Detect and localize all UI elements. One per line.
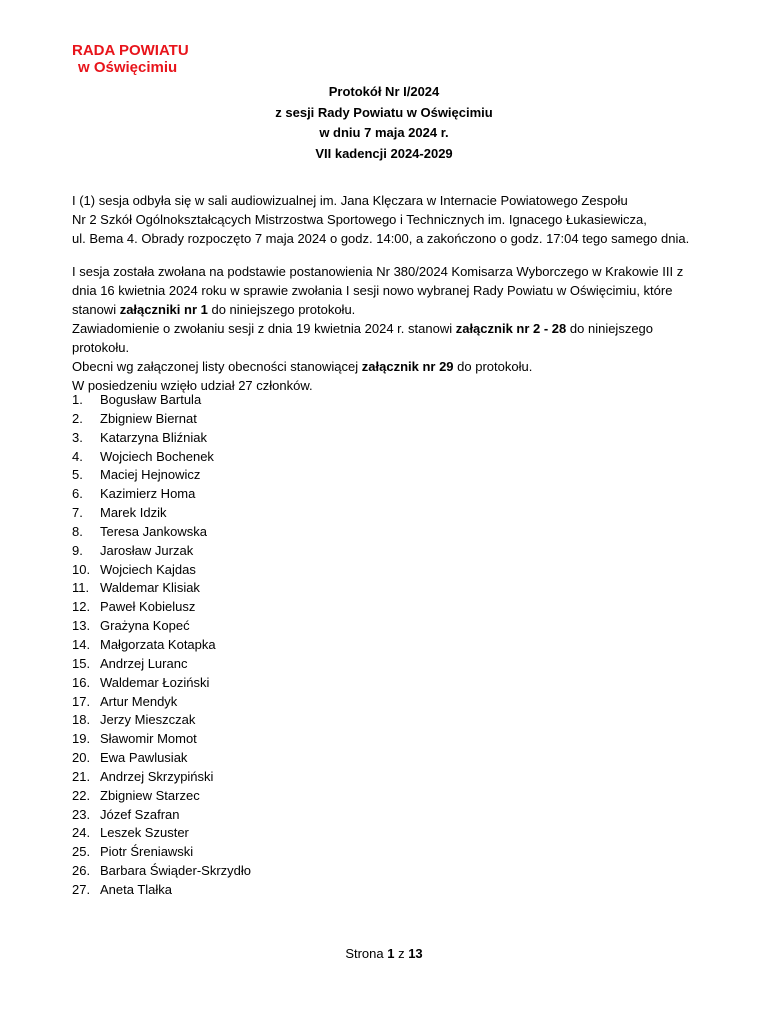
member-name: Katarzyna Bliźniak: [100, 429, 207, 445]
member-number: 19.: [72, 731, 91, 747]
member-number: 20.: [72, 750, 91, 766]
list-item: [72, 787, 251, 806]
list-item: [72, 862, 251, 881]
member-name: Kazimierz Homa: [100, 486, 196, 502]
member-number: 15.: [72, 655, 91, 671]
member-number: 6.: [72, 486, 83, 502]
member-number: 17.: [72, 693, 91, 709]
title-term: VII kadencji 2024-2029: [315, 145, 453, 161]
list-item: [72, 617, 251, 636]
member-number: 26.: [72, 863, 91, 879]
list-item: [72, 410, 251, 429]
list-item: [72, 391, 251, 410]
list-item: [72, 881, 251, 900]
member-number: 3.: [72, 429, 83, 445]
member-number: 10.: [72, 561, 91, 577]
member-name: Bogusław Bartula: [100, 392, 202, 407]
list-item: [72, 806, 251, 825]
council-name: RADA POWIATU: [72, 42, 189, 59]
member-name: Małgorzata Kotapka: [100, 636, 216, 652]
member-number: 18.: [72, 712, 91, 728]
list-item: [72, 768, 251, 787]
notice-line: protokołu.: [72, 340, 130, 355]
page-footer: Strona 1 z 13: [345, 946, 423, 961]
member-number: 16.: [72, 674, 91, 690]
list-item: [72, 749, 251, 768]
convocation-line: I sesja została zwołana na podstawie postanowienia Nr 380/2024 Komisarza Wyborczego w Krakowie III z: [72, 264, 684, 279]
member-number: 5.: [72, 467, 83, 483]
member-name: Paweł Kobielusz: [100, 599, 196, 615]
list-item: [72, 843, 251, 862]
member-number: 11.: [72, 580, 90, 596]
list-item: [72, 674, 251, 693]
member-number: 24.: [72, 825, 91, 841]
member-name: Ewa Pawlusiak: [100, 750, 188, 766]
member-name: Artur Mendyk: [100, 693, 178, 709]
member-name: Wojciech Bochenek: [100, 448, 214, 464]
list-item: [72, 693, 251, 712]
list-item: [72, 466, 251, 485]
member-name: Piotr Śreniawski: [100, 844, 194, 860]
attachment-ref: załącznik nr 2 - 28: [455, 321, 567, 336]
list-item: [72, 561, 251, 580]
attachment-ref: załącznik nr 29: [361, 359, 454, 374]
member-number: 25.: [72, 844, 91, 860]
intro-paragraph: [72, 191, 692, 248]
member-number: 7.: [72, 505, 83, 521]
member-name: Zbigniew Starzec: [100, 787, 200, 803]
title-protocol-number: Protokół Nr I/2024: [328, 84, 440, 99]
intro-line: ul. Bema 4. Obrady rozpoczęto 7 maja 2024 o godz. 14:00, a zakończono o godz. 17:04 tego samego dnia.: [72, 231, 690, 246]
members-list: [72, 391, 251, 900]
member-number: 4.: [72, 448, 83, 464]
list-item: [72, 824, 251, 843]
council-location: w Oświęcimiu: [78, 59, 178, 76]
member-name: Sławomir Momot: [100, 731, 197, 747]
member-number: 27.: [72, 881, 91, 897]
participants-count: W posiedzeniu wzięło udział 27 członków.: [72, 378, 313, 393]
list-item: [72, 448, 251, 467]
member-name: Leszek Szuster: [100, 825, 189, 841]
current-page: 1: [387, 946, 395, 961]
list-item: [72, 504, 251, 523]
member-name: Waldemar Klisiak: [100, 580, 200, 596]
list-item: [72, 711, 251, 730]
member-name: Jerzy Mieszczak: [100, 712, 196, 728]
member-number: 9.: [72, 542, 83, 558]
member-number: 14.: [72, 636, 91, 652]
member-name: Waldemar Łoziński: [100, 674, 210, 690]
member-name: Andrzej Luranc: [100, 655, 188, 671]
member-number: 8.: [72, 523, 83, 539]
list-item: [72, 579, 251, 598]
member-name: Andrzej Skrzypiński: [100, 768, 214, 784]
list-item: [72, 523, 251, 542]
member-number: 2.: [72, 410, 83, 426]
list-item: [72, 542, 251, 561]
member-name: Józef Szafran: [100, 806, 180, 822]
member-number: 22.: [72, 787, 91, 803]
intro-line: I (1) sesja odbyła się w sali audiowizualnej im. Jana Klęczara w Internacie Powiatowego Zespołu: [72, 193, 628, 208]
list-item: [72, 598, 251, 617]
title-session: z sesji Rady Powiatu w Oświęcimiu: [275, 104, 493, 120]
member-number: 12.: [72, 599, 91, 615]
convocation-line: stanowi załączniki nr 1 do niniejszego protokołu.: [72, 302, 356, 317]
member-name: Zbigniew Biernat: [100, 410, 197, 426]
member-name: Barbara Świąder-Skrzydło: [100, 863, 252, 879]
document-title: [0, 82, 768, 164]
session-details: [72, 262, 692, 395]
member-number: 13.: [72, 618, 91, 634]
member-number: 1.: [72, 392, 83, 407]
member-number: 23.: [72, 806, 91, 822]
member-name: Wojciech Kajdas: [100, 561, 196, 577]
attachment-ref: załączniki nr 1: [119, 302, 208, 317]
member-name: Aneta Tlałka: [100, 881, 173, 897]
member-name: Jarosław Jurzak: [100, 542, 194, 558]
member-name: Grażyna Kopeć: [100, 618, 190, 634]
list-item: [72, 429, 251, 448]
list-item: [72, 655, 251, 674]
title-date: w dniu 7 maja 2024 r.: [319, 125, 449, 140]
intro-line: Nr 2 Szkół Ogólnokształcących Mistrzostwa Sportowego i Technicznych im. Ignacego Łukasiewicza,: [72, 212, 647, 227]
notice-line: Zawiadomienie o zwołaniu sesji z dnia 19 kwietnia 2024 r. stanowi załącznik nr 2 - 28 do niniejszego: [72, 321, 654, 336]
member-name: Maciej Hejnowicz: [100, 467, 201, 483]
council-header: [72, 42, 189, 76]
list-item: [72, 485, 251, 504]
total-pages: 13: [408, 946, 423, 961]
member-name: Teresa Jankowska: [100, 523, 207, 539]
list-item: [72, 730, 251, 749]
list-item: [72, 636, 251, 655]
convocation-line: dnia 16 kwietnia 2024 roku w sprawie zwołania I sesji nowo wybranej Rady Powiatu w Oświęcimiu, które: [72, 283, 673, 298]
attendance-line: Obecni wg załączonej listy obecności stanowiącej załącznik nr 29 do protokołu.: [72, 359, 533, 374]
member-name: Marek Idzik: [100, 505, 167, 521]
member-number: 21.: [72, 768, 91, 784]
